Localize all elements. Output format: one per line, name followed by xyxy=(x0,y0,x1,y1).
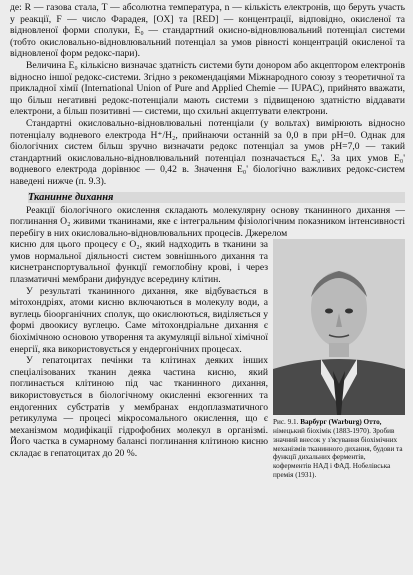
figure xyxy=(273,239,405,480)
caption-label: Рис. 9.1. xyxy=(273,418,299,427)
paragraph-mitochondria: У результаті тканинного дихання, яке відбувається в мітохондріях, атоми кисню включаються в молекулу води, а вуглець біоорганічних сполук, що окислюються, виділяється у формі двоокису вуглецю. Саме мітохондріальне дихання є біохімічною основою утворення та акумуляції вільної хімічної енергії, яка використовується у ендергонічних процесах. xyxy=(10,285,268,355)
figure-wrap xyxy=(10,239,405,480)
paragraph-standard-potentials: Стандартні окисловально-відновлювальні потенціали (у вольтах) вимірюють відносно потенціалу водневого електрода H⁺/H₂, прийнаючи останній за 0,0 в при pH=0. Однак для біологічних систем більш зручно визначати редокс потенціал за умов pH=7,0 — такий стандартний окисловально-відновлювальний потенціал позначається E₀'. За цих умов E₀' водневого електрода дорівнює — 0,42 в. Значення E₀' біологічно важливих редокс-систем наведені нижче (п. 9.3). xyxy=(10,117,405,187)
figure-caption xyxy=(273,418,405,480)
portrait-photo xyxy=(273,239,405,415)
section-title: Тканинне дихання xyxy=(28,192,405,203)
caption-name: Варбург (Warburg) Отто, xyxy=(300,418,382,427)
left-text xyxy=(10,239,268,459)
paragraph-oxygen-source: кисню для цього процесу є O₂, який надходить в тканини за умов нормальної діяльності систем зовнішнього дихання та киснетранспортувальної функції гемоглобіну крові, і через плазматичні мембрани дифундує всередину клітин. xyxy=(10,239,268,286)
text-column xyxy=(10,2,405,480)
paragraph-microsomal: У гепатоцитах печінки та клітинах деяких інших спеціалізованих тканин деяка частина кисню, який поглинається клітиною під час тканинного дихання, використовується в біологічному окисленні екзогенних та ендогенних субстратів у мембранах ендоплазматичного ретикулума — процесі мікросомального окислення, що є механізмом модифікації гідрофобних молекул в організмі. Його частка в сумарному балансі поглинання клітиною кисню складає в гепатоцитах до 20 %. xyxy=(10,355,268,459)
paragraph-tissue-respiration: Реакції біологічного окислення складають молекулярну основу тканинного дихання — поглинання O₂ живими тканинами, яке є інтегральним фізіологічним показником інтенсивності перебігу в них окисловально-відновлювальних процесів. Джерелом xyxy=(10,204,405,239)
caption-text: німецький біохімік (1883-1970). Зробив значний внесок у з'ясування біохімічних механізмів тканинного дихання, будови та функції дихальних ферментів, коферментів НАД і ФАД. Нобелівська премія (1931). xyxy=(273,427,403,480)
paragraph-e0-meaning: Величина E₀ кількісно визначає здатність системи бути донором або акцептором електронів відносно іншої редокс-системи. Згідно з рекомендаціями Міжнародного союзу з теоретичної та прикладної хімії (International Union of Pure and Applied Chemie — IUPAC), прийнято вважати, що більш негативні редокс-потенціали мають системи з підвищеною здатністю віддавати електрони, а більш позитивні — системи, що схильні акцептувати електрони. xyxy=(10,59,405,118)
paragraph-definitions: де: R — газова стала, T — абсолютна температура, n — кількість електронів, що беруть участь у реакції, F — число Фарадея, [OX] та [RED] — концентрації, відповідно, окисленої та відновленої форми сполуки, E₀ — стандартний окисно-відновлювальний потенціал системи (тобто окисловально-відновлювальний потенціал за умов рівності концентрацій окисленої та відновленої форм редокс-пари). xyxy=(10,2,405,60)
